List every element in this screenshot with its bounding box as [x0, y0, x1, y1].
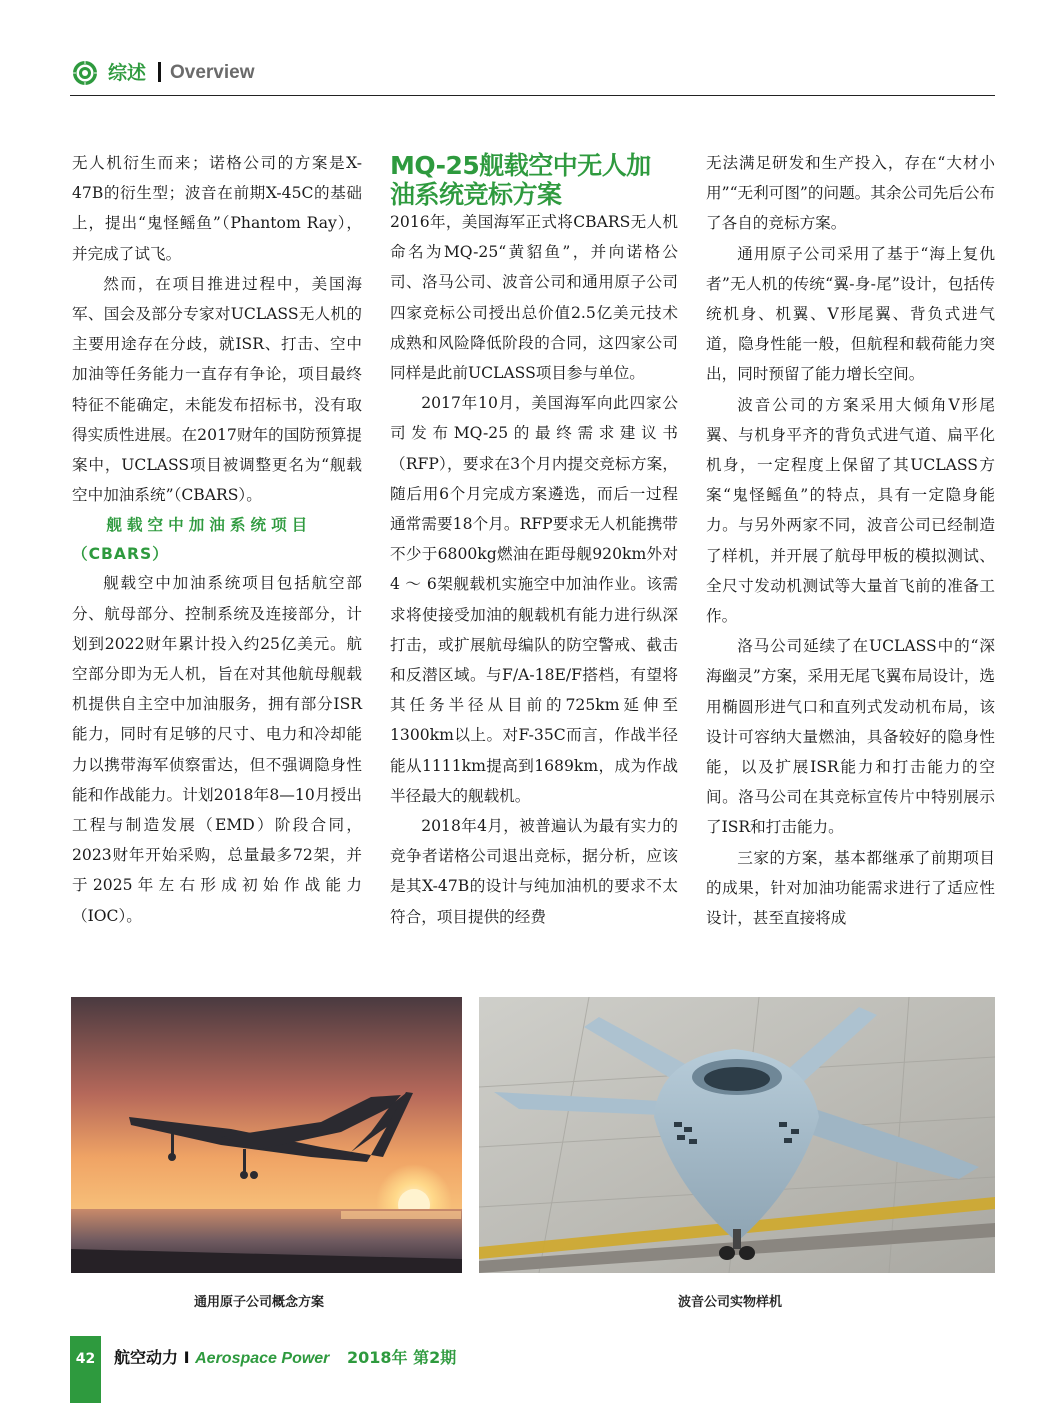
- paragraph: 无法满足研发和生产投入，存在“大材小用”“无利可图”的问题。其余公司先后公布了各自的竞标方案。: [706, 154, 996, 233]
- paragraph: 洛马公司延续了在UCLASS中的“深海幽灵”方案，采用无尾飞翼布局设计，选用椭圆形进气口和直列式发动机布局，该设计可容纳大量燃油，具备较好的隐身性能，以及扩展ISR能力和打击能力的空间。洛马公司在其竞标宣传片中特别展示了ISR和打击能力。: [706, 637, 995, 837]
- green-circle-emblem-icon: [72, 60, 98, 86]
- paragraph: 波音公司的方案采用大倾角V形尾翼、与机身平齐的背负式进气道、扁平化机身，一定程度上保留了其UCLASS方案“鬼怪鳐鱼”的特点，具有一定隐身能力。与另外两家不同，波音公司已经制造了样机，并开展了航母甲板的模拟测试、全尺寸发动机测试等大量首飞前的准备工作。: [706, 395, 995, 626]
- header-divider: [158, 62, 161, 82]
- page-number-box: [70, 1336, 101, 1403]
- text-column-1: [72, 148, 362, 931]
- footer-divider: I: [183, 1348, 196, 1367]
- magazine-title: [114, 1346, 456, 1371]
- photo-ga-concept-aircraft: [71, 997, 462, 1273]
- page-footer: [70, 1336, 995, 1403]
- photo-boeing-prototype: [479, 997, 995, 1273]
- magazine-title-en: Aerospace Power: [195, 1350, 330, 1367]
- page-header: [70, 56, 995, 96]
- paragraph: 舰载空中加油系统项目包括航空部分、航母部分、控制系统及连接部分，计划到2022财年累计投入约25亿美元。航空部分即为无人机，旨在对其他航母舰载机提供自主空中加油服务，拥有部分ISR能力，同时有足够的尺寸、电力和冷却能力以携带海军侦察雷达，但不强调隐身性能和作战能力。计划2018年8—10月授出工程与制造发展（EMD）阶段合同，2023财年开始采购，总量最多72架，并于2025年左右形成初始作战能力（IOC）。: [72, 574, 362, 925]
- article-title: [390, 151, 678, 209]
- section-subheading: 舰载空中加油系统项目: [106, 516, 313, 535]
- section-subheading-abbr: （CBARS）: [72, 545, 169, 564]
- figure-caption: 通用原子公司概念方案: [194, 1295, 325, 1310]
- section-title-en: Overview: [170, 62, 255, 83]
- paragraph: 三家的方案，基本都继承了前期项目的成果，针对加油功能需求进行了适应性设计，甚至直接将成: [706, 848, 995, 928]
- magazine-title-cn: 航空动力: [114, 1348, 179, 1367]
- paragraph: 2017年10月，美国海军向此四家公司发布MQ-25的最终需求建议书（RFP），要求在3个月内提交竞标方案，随后用6个月完成方案遴选，而后一过程通常需要18个月。RFP要求无人机能携带不少于6800kg燃油在距母舰920km外对4 ～ 6架舰载机实施空中加油作业。该需求将使接受加油的舰载机有能力进行纵深打击，或扩展航母编队的防空警戒、截击和反潜区域。与F/A-18E/F搭档，有望将其任务半径从目前的725km延伸至1300km以上。对F-35C而言，作战半径能从1111km提高到1689km，成为作战半径最大的舰载机。: [390, 394, 678, 805]
- article-title-line: 油系统竞标方案: [390, 180, 562, 209]
- page-number: 42: [75, 1351, 96, 1367]
- paragraph: 通用原子公司采用了基于“海上复仇者”无人机的传统“翼-身-尾”设计，包括传统机身、机翼、V形尾翼、背负式进气道，隐身性能一般，但航程和载荷能力突出，同时预留了能力增长空间。: [706, 244, 995, 384]
- text-column-3: [706, 148, 995, 933]
- section-title-cn: 综述: [108, 62, 147, 84]
- issue-label: 2018年 第2期: [346, 1348, 457, 1367]
- article-title-line: MQ-25舰载空中无人加: [390, 151, 651, 180]
- header-rule: [70, 95, 995, 96]
- paragraph: 无人机衍生而来；诺格公司的方案是X-47B的衍生型；波音在前期X-45C的基础上，提出“鬼怪鳐鱼”（Phantom Ray），并完成了试飞。: [72, 154, 362, 263]
- paragraph: 2018年4月，被普遍认为最有实力的竞争者诺格公司退出竞标，据分析，应该是其X-47B的设计与纯加油机的要求不太符合，项目提供的经费: [390, 817, 678, 926]
- paragraph: 然而，在项目推进过程中，美国海军、国会及部分专家对UCLASS无人机的主要用途存在分歧，就ISR、打击、空中加油等任务能力一直存有争论，项目最终特征不能确定，未能发布招标书，没有取得实质性进展。在2017财年的国防预算提案中，UCLASS项目被调整更名为“舰载空中加油系统”（CBARS）。: [72, 274, 362, 505]
- paragraph: 2016年，美国海军正式将CBARS无人机命名为MQ-25“黄貂鱼”，并向诺格公司、洛马公司、波音公司和通用原子公司四家竞标公司授出总价值2.5亿美元技术成熟和风险降低阶段的合同，这四家公司同样是此前UCLASS项目参与单位。: [390, 213, 678, 383]
- figure-caption: 波音公司实物样机: [678, 1295, 783, 1310]
- text-column-2: [390, 148, 678, 932]
